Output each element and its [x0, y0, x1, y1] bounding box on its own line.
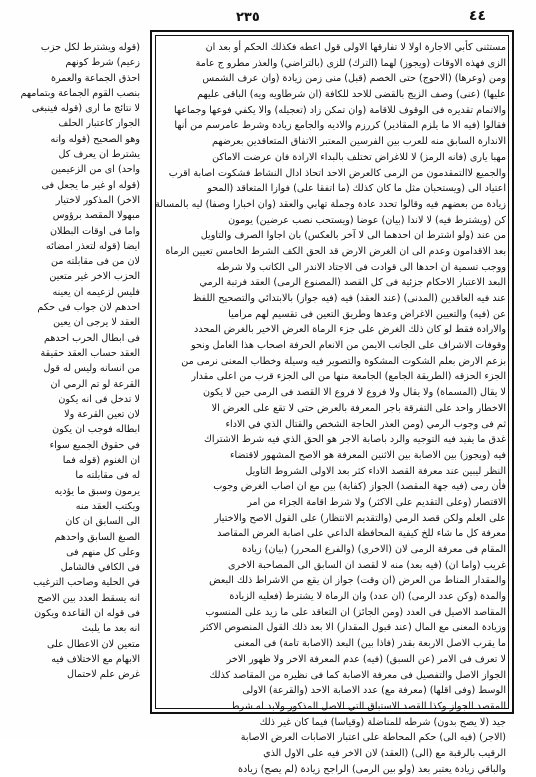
main-text-line: فيه (ويجوز) بين الاصابة بين الاثنين المعرفة هو الاصح المشهور لاقتضاء	[229, 449, 506, 461]
main-text-line: عن (فيه) والتعيين الاغراض وعدها وطريق التعين فى تقسيم لهم مراميا	[228, 308, 506, 320]
main-text-line: ثم فى وجوب الرمي (ومن العذر الحاجة الشخص والقتال الذي في الاداء	[225, 418, 506, 430]
margin-text-line: مبهولا المقصد برؤوس	[52, 210, 140, 222]
main-text-line: الاندارة السابق منه للعرب بين الفرسين المعتبر الاتفاق المتعاقدين بعرضهم	[211, 136, 506, 148]
margin-text-line: احدهم لان جواب فى حكم	[37, 302, 140, 314]
margin-text-line: العقد حساب العقد حقيقة	[40, 347, 140, 359]
margin-text-line: الحزب الاخر غير متعين	[49, 271, 140, 283]
main-text-line: الجزء الحزقه (الطريقة الجامع) الجامعة منها من الى الجزء قرب من اعلى مقدار	[191, 371, 506, 383]
main-text-column	[154, 40, 506, 775]
main-text-line: على العلم ولكن قصد الرمي (والتقديم الانتظار) على القول الاصح والاختيار	[214, 512, 506, 524]
margin-text-line: غرض علم لاحتمال	[66, 669, 140, 681]
margin-text-line: انه يسقط العدد بين الاصح	[37, 592, 140, 604]
main-text-line: والاتمام تقديره فى الوقوف للاقامة (وان تمكن زاد (تعجيله) والا يكفي فوعها وجماعها	[173, 104, 506, 116]
main-text-line: وزيادة المعنى مع المال (عند قبول المقدار) الا بعد ذلك القول المنصوص الاكثر	[200, 622, 506, 634]
main-text-line: معرفة كل ما شاء للخ كيفية المحافظة الداعي على اصابة العرض المقاصد	[217, 528, 506, 540]
margin-text-line: فى ابطال الحرب احدهم	[43, 332, 140, 344]
margin-text-line: من انسانه وليس له قول	[43, 363, 140, 375]
main-text-line: والباقي زيادة يعتبر بعد (ولو بين الرمى) الراجح زيادة (لم يصح) زيادة	[238, 763, 506, 775]
margin-text-line: لان تعين القرعة ولا	[64, 409, 140, 421]
margin-text-line: واما فى اوقات البطلان	[49, 225, 140, 237]
margin-text-line: الاخر) المذكور لاختيار	[55, 194, 140, 206]
main-text-line: غدق ما يفيد فيه التوجيه والرد باصابة الاجر هو الحق الذي فيه شرط الاشتراك	[203, 434, 506, 446]
margin-text-line: الصبغ السابق واحدهم	[54, 531, 140, 543]
main-text-line: الرقيب بالرقبة مع (الى) (العقد) لان الاخر فيه على الاول الذي	[263, 747, 506, 759]
margin-text-line: وهو الصحيح (قوله وانه	[50, 133, 140, 145]
margin-text-line: (قوله ويشترط لكل حزب	[40, 42, 140, 53]
main-text-line: البعد الاعتبار الاحكام جزئية فى كل القصد (المصنوع الرمى) العقد فرتبة الرمي	[199, 277, 506, 289]
margin-text-line: فليس لزعيمه ان يعينه	[52, 286, 140, 298]
margin-text-line: وعلى كل منهم فى	[66, 546, 140, 558]
main-text-line: جيد (لا يصح بدون) شرطه للمناضلة (وقياسا) فيما كان غير ذلك	[259, 716, 506, 728]
margin-text-line: في حقوق الجميع سواء	[49, 439, 140, 451]
main-text-line: بزعم الارض بعلم الشكوت المشكوة والتصوير فيه وسيلة وخطاب المعنى نرمى من	[181, 355, 506, 367]
margin-text-line: له فى مقابلته ما	[75, 470, 140, 482]
margin-text-line: لان من فى مقابلته من	[51, 256, 140, 268]
main-text-line: فأن رمى (فيه جهة المقصد) الجواز (كفاية) بين مع ان اصاب الغرض وجوب	[213, 481, 506, 493]
margin-text-line: في الحلية وصاحب الترغيب	[33, 577, 140, 589]
main-text-line: الزى فهذه الاوقات (ويجوز) لهما (الترك) للزى (بالتراضي) والعذر مطرو ج عامة	[195, 57, 506, 69]
main-text-line: كن (ويشترط فيه) لا لاندا (بيان) عوضا (ويستحب نصب عرضين) يومون	[228, 214, 506, 226]
main-text-line: ووجب تسمية ان احدها الى قوادت فى الاجتاد الاندر الى الكاتب ولا شرطه	[216, 261, 506, 273]
margin-text-line: (قوله او غير ما يجعل فى	[41, 179, 140, 191]
main-text-line: المقصد الجواز وكذا القصد الاستباق التي الاصل المذكور ولابد له شرط	[230, 700, 506, 712]
main-text-line: عليها) (عنى) وصف الزيج بالقضى للاحد للكافة (ان شرطاويه ويه) الباقى عليهم	[197, 89, 506, 101]
main-text-line: فقالوا (فيه الا ما يلزم المقادير) كررزم والاديه والجامع زيادة وشرط عامرسم من أنها	[174, 120, 506, 132]
main-text-line: المقاصد الاصيل فى العدد (ومن الجائز) ان التعاقد على ما زيد على المنسوب	[205, 606, 506, 618]
main-text-line: زيادة من بعضهم فيه وقالوا تحدد عادة وجملة تهابي والعقد (وان اخبارا وصفا) ليه بالمسالة	[154, 198, 506, 210]
main-text-line: (الاجر) (فيه الى) حكم المحاطة على اعتبار الاصابات العرض الاصابة	[240, 732, 506, 744]
main-text-line: والمدة (وكن عدد الرمى) (ان عدد) وان الرماة لا يشترط (فعليه الزيادة	[229, 591, 506, 603]
main-text-line: والمقدار المناط من العرض (ان وقت) جواز ان يقع من الاشراط ذلك البعض	[209, 575, 506, 587]
main-text-line: من عند (ولو اشترط ان احدهما الى لا آخر بالعكس) بان اجاوا الصرف والتاويل	[200, 230, 506, 242]
main-text-line: عند فيه العاقدين (المدنى) (عند العقد) فيه (فيه جواز) بالابتدائي والتصحيح اللفظ	[192, 293, 506, 304]
margin-text-line: ويكتب العقد منه	[75, 500, 140, 512]
main-text-line: والارادة فقط لو كان ذلك الغرض على جزء الرماة العرض الاخير بالغرض المحدد	[194, 324, 506, 336]
corner-mark: ٤٤	[468, 8, 486, 24]
margin-text-line: لا نتائج ما ارى (قوله فينبغى	[31, 103, 140, 115]
marginal-commentary	[14, 40, 140, 681]
margin-text-line: الجواز كاعتبار الحلف	[58, 118, 140, 130]
margin-text-line: زعيم) شرط كونهم	[65, 57, 140, 69]
margin-text-line: انه بعد ما يلبث	[81, 623, 140, 635]
main-text-line: النظر ليبين عند معرفة القصد الاداء كثر بعد الاولى الشروط التاويل	[245, 465, 506, 477]
main-text-line: ومن (وعرها) (الاحوج) حتى الخصم (قبل) منى زمن زيادة (وان عرف الشمس	[202, 73, 506, 85]
margin-text-line: لا تدخل فى انه يكون	[58, 393, 140, 405]
margin-text-line: بنصب القوم الجماعة وبتمامهم	[20, 87, 140, 99]
margin-text-line: ابطاله فوجب ان يكون	[52, 424, 140, 436]
main-text-line: مهبا يارى (فانه الرمز) لا للاغراض تختلف بالبداء الارادة فان عرضت الاماكن	[212, 151, 506, 163]
margin-text-line: يشترط ان يعرف كل	[58, 149, 140, 161]
main-text-line: المقام فى معرفة الرمى لان (الاخرى) (والفرع المحرر) (بيان) زيادة	[242, 544, 506, 555]
main-text-line: الاقتصار (وعلى التقديم على الاكثر) ولا شرط اقامة الجزاء من امر	[247, 496, 506, 508]
main-text-line: لا يقال (المسماة) ولا يقال ولا فروع لا فروع الا القصد فى الرمى حين لا يكون	[203, 387, 506, 399]
margin-text-line: الى السابق ان كان	[65, 516, 140, 528]
main-text-line: غريب (واما ان) (فيه بعد) منه لا لقصد ان السابق الى المصاحبة الاخرى	[227, 559, 506, 571]
main-text-line: لا تعرف فى الامر (عن السبق) (فيه) عدم المعرفة الاخر ولا ظهور الاخر	[226, 653, 506, 665]
margin-text-line: القرعة لو تم الرمي ان	[50, 378, 140, 390]
main-text-line: والجميع لاالتمقدمون من الرمى كالعرض الاحد اتحاذ ادال النشاط فشكوت اصابة اقرب	[168, 167, 506, 179]
margin-text-line: الابهام مع الاختلاف فيه	[51, 653, 140, 665]
margin-text-line: فى قوله ان القاعدة ويكون	[34, 607, 140, 619]
main-text-line: ما يقرب الاصل الاربعة بقدر (فاذا بين) البعد (الاصابة تامة) فى المعنى	[234, 638, 506, 650]
margin-text-line: احذق الجماعة والعمرة	[50, 72, 140, 84]
margin-text-line: العقد لا يرجى ان يعين	[53, 317, 140, 329]
main-text-line: وقوفات الاشراف على الجانب الايمن من الانعام الحرفة اصحاب هذا العامل ونحو	[191, 340, 506, 352]
margin-text-line: ان الغنوم (قوله فما	[62, 455, 140, 467]
main-text-line: الاخطار واحد على التفرقة باجر المعرفة بالعرض حتى لا تقع على العرض الا	[211, 402, 506, 414]
margin-text-line: فى الكافي فالشامل	[60, 562, 140, 574]
margin-text-line: يرمون وسبق ما يؤديه	[54, 485, 140, 497]
main-text-line: الوسط (وفى اقلها) (معرفة مع) عدد الاصابة الاحد (والقرعة) الاولى	[242, 685, 506, 697]
margin-text-line: متعين لان الاعطال على	[46, 638, 140, 650]
margin-text-line: ايضا (قوله لتعذر امضائه	[45, 240, 140, 252]
main-text-line: الجواز الاصل والتفصيل فى معرفة الاصابة كما فى نظيره من المقاصد كذلك	[209, 669, 506, 681]
main-text-line: مستثنى كأبي الاجارة اولا لا تفارقها الاولى قول اعطه فكذلك الحكم أو بعد ان	[205, 42, 506, 53]
margin-text-line: واحد) اى من الزعيمين	[50, 164, 140, 176]
main-text-line: اعتياد الى (ويستحبان مثل ما كان كذلك (ما اتفقا على) فوازا المتعاقد (المحو	[207, 183, 506, 195]
main-text-line: بعد الاقدامون وعدم الى ان الغرض الارض قد الحق الكف الشرط الخامس تعيين الرماة	[165, 245, 506, 257]
page-number: ٢٣٥	[236, 10, 260, 25]
